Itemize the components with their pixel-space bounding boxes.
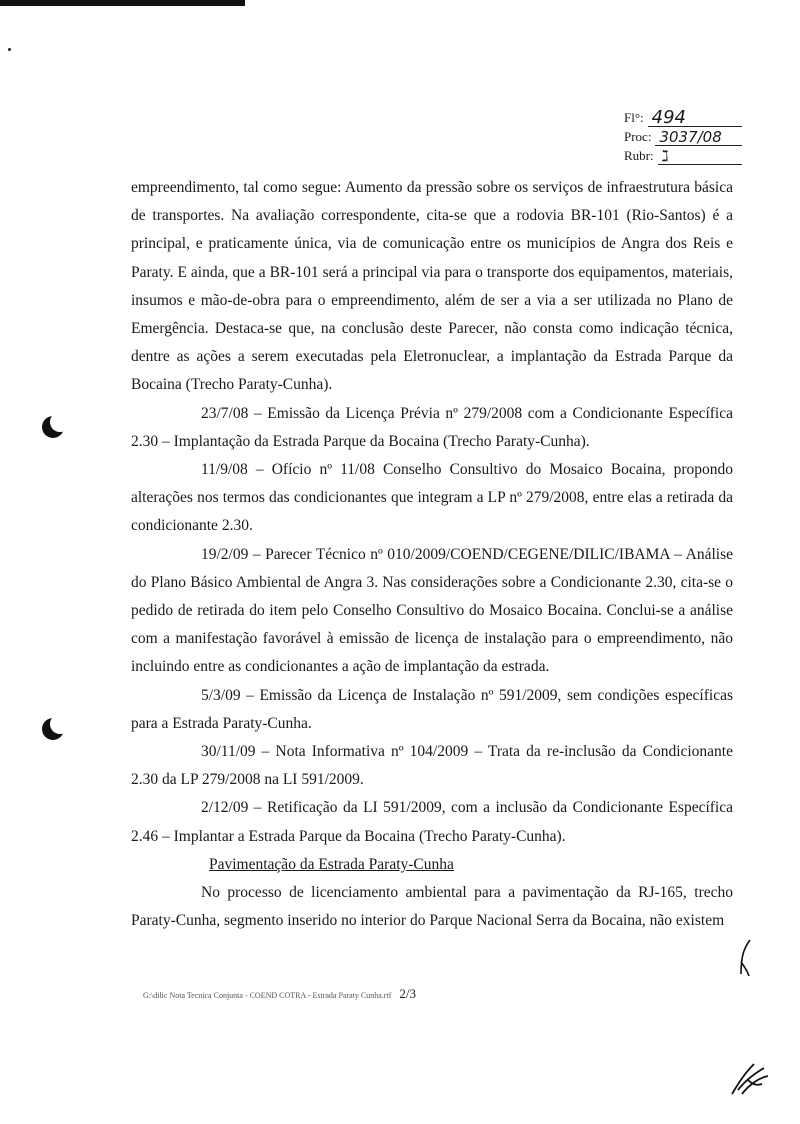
footer-file-path: G:\dilic Nota Tecnica Conjunta - COEND COTRA - Estrada Paraty Cunha.rtf	[143, 991, 392, 1000]
paragraph-continuation: empreendimento, tal como segue: Aumento da pressão sobre os serviços de infraestrutura básica de transportes. Na avaliação correspondente, cita-se que a rodovia BR-101 (Rio-Santos) é a principal, e praticamente única, via de comunicação entre os municípios de Angra dos Reis e Paraty. E ainda, que a BR-101 será a principal via para o transporte dos equipamentos, materiais, insumos e mão-de-obra para o empreendimento, além de ser a via a ser utilizada no Plano de Emergência. Destaca-se que, na conclusão deste Parecer, não consta como indicação técnica, dentre as ações a serem executadas pela Eletronuclear, a implantação da Estrada Parque da Bocaina (Trecho Paraty-Cunha).	[131, 179, 733, 394]
stamp-rubr-label: Rubr:	[624, 148, 654, 163]
stamp-fl-value: 494	[648, 110, 742, 127]
stamp-row-proc	[624, 127, 742, 146]
paragraph-lp-279: 23/7/08 – Emissão da Licença Prévia nº 279/2008 com a Condicionante Específica 2.30 – Implantação da Estrada Parque da Bocaina (Trecho Paraty-Cunha).	[131, 404, 733, 450]
document-body	[131, 174, 733, 935]
paragraph-retificacao: 2/12/09 – Retificação da LI 591/2009, com a inclusão da Condicionante Específica 2.46 – Implantar a Estrada Parque da Bocaina (Trecho Paraty-Cunha).	[131, 799, 733, 845]
scan-speck	[8, 48, 11, 51]
handwritten-initials	[728, 1060, 772, 1100]
stamp-proc-label: Proc:	[624, 129, 652, 144]
section-heading: Pavimentação da Estrada Paraty-Cunha	[209, 855, 454, 873]
paragraph-nota-104: 30/11/09 – Nota Informativa nº 104/2009 – Trata da re-inclusão da Condicionante 2.30 da LP 279/2008 na LI 591/2009.	[131, 743, 733, 789]
stamp-row-rubr	[624, 146, 742, 165]
margin-check-mark	[738, 938, 752, 978]
page-footer	[143, 986, 416, 1002]
punch-hole-mark	[42, 416, 64, 438]
scan-edge-mark	[0, 0, 245, 6]
punch-hole-mark	[42, 718, 64, 740]
protocol-stamp	[624, 108, 742, 165]
paragraph-parecer-010: 19/2/09 – Parecer Técnico nº 010/2009/COEND/CEGENE/DILIC/IBAMA – Análise do Plano Básico Ambiental de Angra 3. Nas considerações sobre a Condicionante 2.30, cita-se o pedido de retirada do item pelo Conselho Consultivo do Mosaico Bocaina. Conclui-se a análise com a manifestação favorável à emissão de licença de instalação para o empreendimento, não incluindo entre as condicionantes a ação de implantação da estrada.	[131, 545, 733, 676]
page-number: 2/3	[399, 986, 416, 1001]
stamp-proc-value: 3037/08	[655, 129, 742, 146]
stamp-fl-label: Fl°:	[624, 110, 644, 125]
stamp-rubr-value: ℷ	[658, 148, 742, 165]
paragraph-li-591: 5/3/09 – Emissão da Licença de Instalação nº 591/2009, sem condições específicas para a Estrada Paraty-Cunha.	[131, 686, 733, 732]
stamp-row-fl	[624, 108, 742, 127]
paragraph-oficio-11: 11/9/08 – Ofício nº 11/08 Conselho Consultivo do Mosaico Bocaina, propondo alterações nos termos das condicionantes que integram a LP nº 279/2008, entre elas a retirada da condicionante 2.30.	[131, 461, 733, 535]
paragraph-pavimentacao: No processo de licenciamento ambiental para a pavimentação da RJ-165, trecho Paraty-Cunha, segmento inserido no interior do Parque Nacional Serra da Bocaina, não existem	[131, 884, 733, 930]
